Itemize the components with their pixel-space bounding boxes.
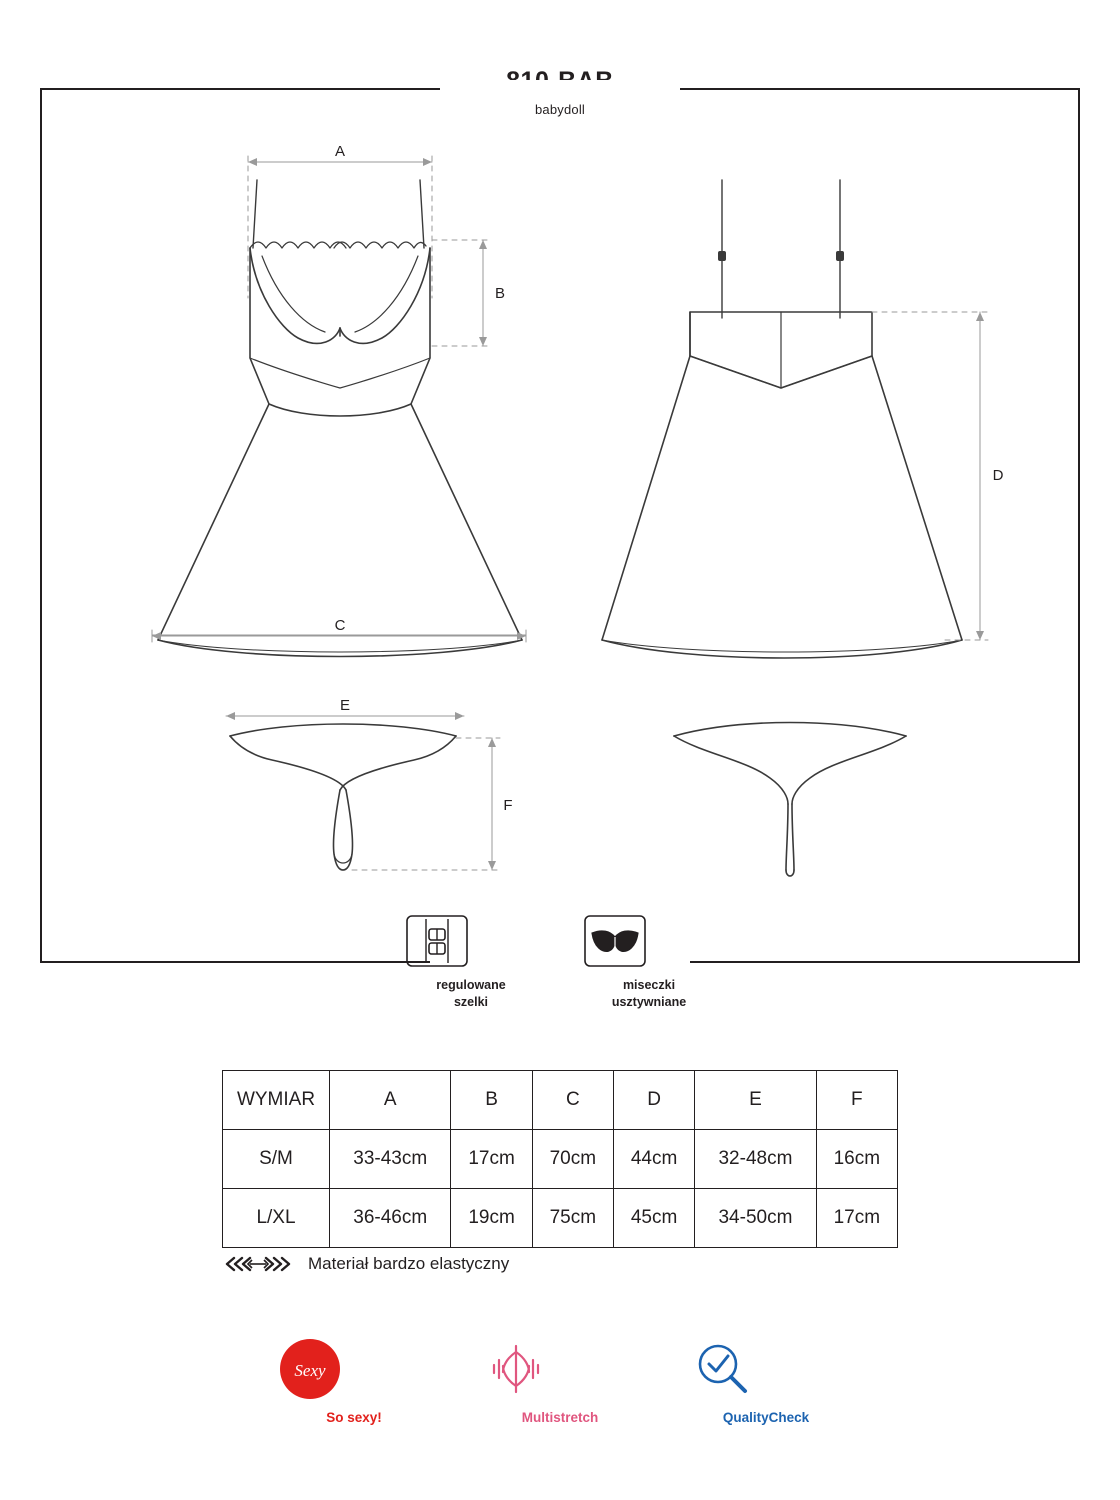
table-header-f: F: [816, 1071, 897, 1130]
double-arrow-stretch-icon: [222, 1254, 294, 1274]
table-row: [223, 1130, 898, 1189]
cell-e: 34-50cm: [695, 1189, 816, 1248]
logo-label: So sexy!: [326, 1410, 382, 1425]
size-table: [222, 1070, 898, 1248]
padded-cups-icon: [584, 915, 646, 967]
feature-list: [0, 915, 1120, 1011]
cell-b: 17cm: [451, 1130, 532, 1189]
cell-d: 45cm: [613, 1189, 694, 1248]
feature-adjustable-straps: [406, 915, 536, 1011]
logo-so-sexy: [279, 1338, 429, 1425]
brand-logos: [0, 1338, 1120, 1425]
feature-caption: [584, 977, 714, 1011]
table-row: [223, 1189, 898, 1248]
cell-f: 16cm: [816, 1130, 897, 1189]
cell-c: 75cm: [532, 1189, 613, 1248]
multistretch-icon: [485, 1338, 547, 1400]
thong-front-view: [230, 724, 456, 870]
dimension-b: [432, 240, 492, 346]
logo-multistretch: [485, 1338, 635, 1425]
dimension-label-e: E: [339, 697, 351, 714]
adjustable-straps-icon: [406, 915, 468, 967]
dimension-label-d: D: [992, 467, 1004, 484]
dimension-d: [872, 312, 988, 640]
table-header-b: B: [451, 1071, 532, 1130]
table-header-a: A: [330, 1071, 451, 1130]
cell-d: 44cm: [613, 1130, 694, 1189]
cell-e: 32-48cm: [695, 1130, 816, 1189]
cell-a: 33-43cm: [330, 1130, 451, 1189]
size-label: L/XL: [223, 1189, 330, 1248]
dimension-label-f: F: [503, 797, 513, 814]
logo-label: Multistretch: [521, 1410, 599, 1425]
cell-c: 70cm: [532, 1130, 613, 1189]
dimension-label-c: C: [334, 617, 346, 634]
sexy-badge-icon: [279, 1338, 341, 1400]
thong-back-view: [674, 723, 906, 877]
dimension-f: [352, 738, 500, 870]
svg-text:Sexy: Sexy: [294, 1361, 326, 1380]
feature-caption-line1: regulowane: [436, 978, 506, 992]
table-header-c: C: [532, 1071, 613, 1130]
size-label: S/M: [223, 1130, 330, 1189]
babydoll-back-view: [602, 180, 962, 658]
feature-caption: [406, 977, 536, 1011]
cell-a: 36-46cm: [330, 1189, 451, 1248]
dimension-label-b: B: [494, 285, 506, 302]
qualitycheck-icon: [691, 1338, 753, 1400]
stretch-note: [222, 1254, 509, 1274]
logo-label: QualityCheck: [722, 1410, 810, 1425]
feature-caption-line2: szelki: [453, 994, 489, 1009]
table-header-row: [223, 1071, 898, 1130]
cell-b: 19cm: [451, 1189, 532, 1248]
stretch-note-text: Materiał bardzo elastyczny: [308, 1254, 510, 1273]
product-type: babydoll: [534, 101, 586, 117]
table-header-wymiar: WYMIAR: [223, 1071, 330, 1130]
feature-padded-cups: [584, 915, 714, 1011]
table-header-e: E: [695, 1071, 816, 1130]
babydoll-front-view: [158, 180, 522, 657]
technical-drawings: [40, 88, 1080, 963]
feature-caption-line2: usztywniane: [611, 994, 687, 1009]
logo-qualitycheck: [691, 1338, 841, 1425]
dimension-a: [248, 156, 432, 298]
table-header-d: D: [613, 1071, 694, 1130]
feature-caption-line1: miseczki: [622, 978, 676, 992]
dimension-label-a: A: [334, 143, 346, 160]
cell-f: 17cm: [816, 1189, 897, 1248]
